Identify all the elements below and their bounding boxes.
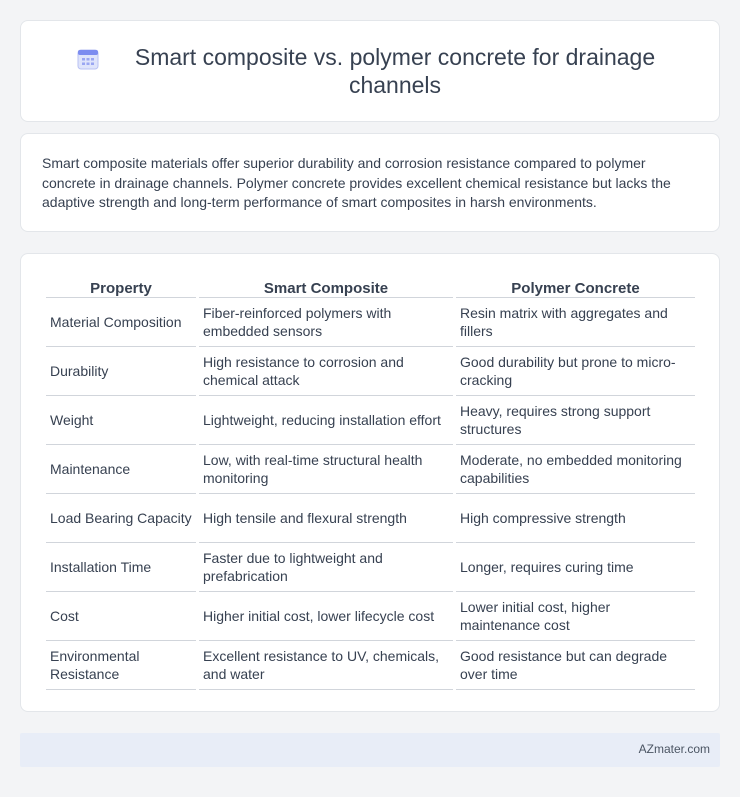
property-cell: Load Bearing Capacity [46,494,196,543]
table-row [46,347,695,396]
table-row [46,298,695,347]
table-row [46,445,695,494]
smart-composite-cell: Low, with real-time structural health monitoring [199,445,453,494]
column-header-property: Property [46,276,196,298]
property-cell: Cost [46,592,196,641]
smart-composite-cell: Excellent resistance to UV, chemicals, and water [199,641,453,690]
title-card [20,20,720,122]
polymer-concrete-cell: High compressive strength [456,494,695,543]
table-row [46,543,695,592]
smart-composite-cell: High tensile and flexural strength [199,494,453,543]
summary-text: Smart composite materials offer superior durability and corrosion resistance compared to polymer concrete in drainage channels. Polymer concrete provides excellent chemical resistance but lacks the adaptive strength and long-term performance of smart composites in harsh environments. [42,155,671,210]
polymer-concrete-cell: Good durability but prone to micro-cracking [456,347,695,396]
summary-card [20,133,720,232]
table-row [46,396,695,445]
table-header-row [46,276,695,298]
smart-composite-cell: Higher initial cost, lower lifecycle cost [199,592,453,641]
smart-composite-cell: Fiber-reinforced polymers with embedded sensors [199,298,453,347]
polymer-concrete-cell: Moderate, no embedded monitoring capabilities [456,445,695,494]
smart-composite-cell: Faster due to lightweight and prefabrication [199,543,453,592]
column-header-smart-composite: Smart Composite [199,276,453,298]
comparison-table-card [20,253,720,712]
column-header-polymer-concrete: Polymer Concrete [456,276,695,298]
comparison-table [43,276,698,690]
table-row [46,641,695,690]
page-title: Smart composite vs. polymer concrete for drainage channels [134,44,656,98]
footer-bar [20,733,720,767]
property-cell: Material Composition [46,298,196,347]
smart-composite-cell: High resistance to corrosion and chemical attack [199,347,453,396]
property-cell: Environmental Resistance [46,641,196,690]
smart-composite-cell: Lightweight, reducing installation effort [199,396,453,445]
table-row [46,494,695,543]
property-cell: Weight [46,396,196,445]
polymer-concrete-cell: Longer, requires curing time [456,543,695,592]
polymer-concrete-cell: Lower initial cost, higher maintenance cost [456,592,695,641]
footer-brand: AZmater.com [638,742,710,756]
property-cell: Durability [46,347,196,396]
polymer-concrete-cell: Good resistance but can degrade over time [456,641,695,690]
polymer-concrete-cell: Resin matrix with aggregates and fillers [456,298,695,347]
property-cell: Installation Time [46,543,196,592]
property-cell: Maintenance [46,445,196,494]
polymer-concrete-cell: Heavy, requires strong support structures [456,396,695,445]
table-row [46,592,695,641]
